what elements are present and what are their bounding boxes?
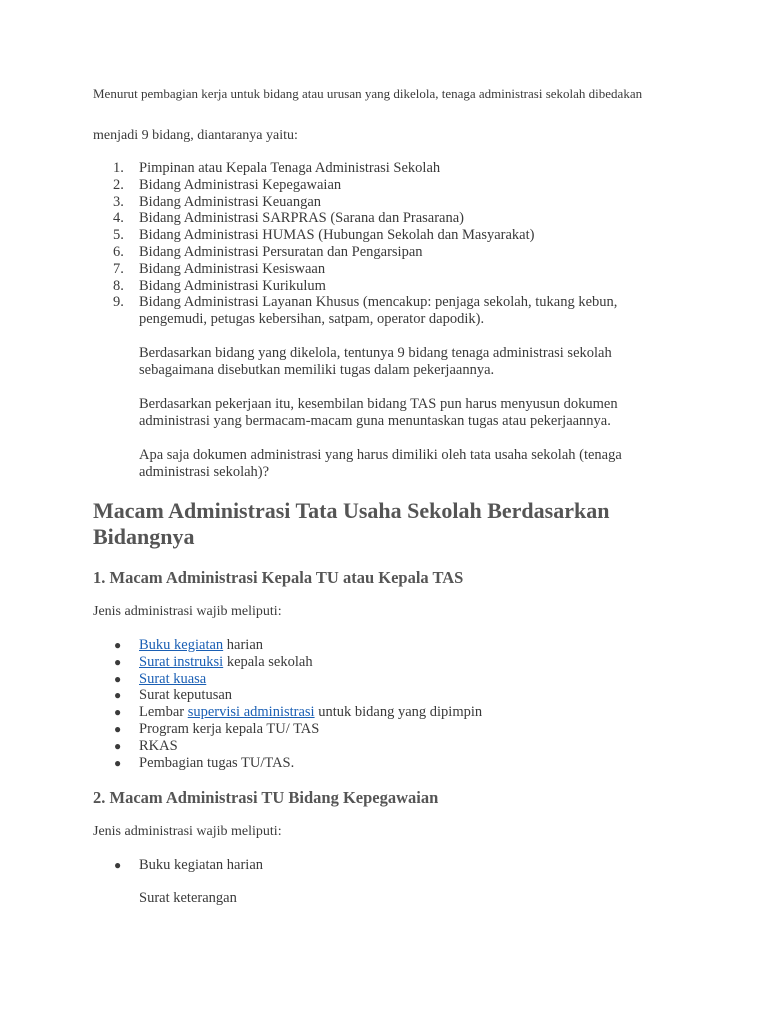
bullet-icon: ● [114, 755, 122, 770]
bullet-icon: ● [114, 705, 122, 720]
list-item: ● Surat keputusan [114, 687, 233, 704]
intro-line-1: Menurut pembagian kerja untuk bidang atau urusan yang dikelola, tenaga administrasi sekolah dibedakan [93, 86, 643, 101]
list-item: 6. Bidang Administrasi Persuratan dan Pengarsipan [113, 243, 423, 260]
bullet-icon: ● [114, 738, 122, 753]
intro-line-2: menjadi 9 bidang, diantaranya yaitu: [93, 128, 298, 143]
list-item: 9. Bidang Administrasi Layanan Khusus (mencakup: penjaga sekolah, tukang kebun, pengemudi, petugas kebersihan, satpam, operator dapodik). [113, 294, 618, 328]
list-item: 4. Bidang Administrasi SARPRAS (Sarana dan Prasarana) [113, 210, 465, 227]
link-surat-kuasa[interactable]: Surat kuasa [139, 670, 207, 687]
main-heading: Macam Administrasi Tata Usaha Sekolah Berdasarkan Bidangnya [93, 497, 610, 549]
paragraph-3: Apa saja dokumen administrasi yang harus dimiliki oleh tata usaha sekolah (tenaga administrasi sekolah)? [139, 446, 622, 480]
list-item: ● Program kerja kepala TU/ TAS [114, 720, 320, 737]
list-item: 2. Bidang Administrasi Kepegawaian [113, 176, 342, 193]
bullet-icon: ● [114, 688, 122, 703]
bullet-icon: ● [114, 721, 122, 736]
section-2-list [93, 857, 673, 874]
section-2-heading: 2. Macam Administrasi TU Bidang Kepegawaian [93, 788, 439, 808]
section-1-list [93, 637, 673, 771]
list-item: ● Lembar supervisi administrasi untuk bidang yang dipimpin [114, 704, 483, 721]
link-supervisi-administrasi[interactable]: supervisi administrasi [187, 704, 315, 721]
section-1-lead: Jenis administrasi wajib meliputi: [93, 603, 282, 619]
link-buku-kegiatan[interactable]: Buku kegiatan [139, 636, 224, 653]
link-surat-instruksi[interactable]: Surat instruksi [139, 653, 224, 670]
section-1-heading: 1. Macam Administrasi Kepala TU atau Kepala TAS [93, 567, 464, 587]
list-item: ● Pembagian tugas TU/TAS. [114, 754, 295, 771]
list-item: 8. Bidang Administrasi Kurikulum [113, 277, 326, 294]
paragraph-1: Berdasarkan bidang yang dikelola, tentunya 9 bidang tenaga administrasi sekolah sebagaimana disebutkan memiliki tugas dalam pekerjaannya. [139, 344, 612, 378]
bullet-icon: ● [114, 654, 122, 669]
bullet-icon: ● [114, 671, 122, 686]
bullet-icon: ● [114, 637, 122, 652]
section-2-subtext: Surat keterangan [139, 890, 237, 907]
list-item: ● RKAS [114, 737, 178, 754]
bidang-list [93, 160, 673, 328]
list-item: 5. Bidang Administrasi HUMAS (Hubungan Sekolah dan Masyarakat) [113, 227, 535, 244]
list-item: ● Buku kegiatan harian [114, 857, 264, 874]
paragraph-2: Berdasarkan pekerjaan itu, kesembilan bidang TAS pun harus menyusun dokumen administrasi yang bermacam-macam guna menuntaskan tugas atau pekerjaannya. [139, 395, 618, 429]
list-item: 3. Bidang Administrasi Keuangan [113, 193, 322, 210]
bullet-icon: ● [114, 858, 122, 873]
section-2-lead: Jenis administrasi wajib meliputi: [93, 824, 282, 840]
list-item: 1. Pimpinan atau Kepala Tenaga Administrasi Sekolah [113, 160, 441, 176]
list-item: ● Surat instruksi kepala sekolah [114, 653, 313, 670]
list-item: ● Buku kegiatan harian [114, 636, 264, 653]
list-item [93, 671, 673, 688]
list-item: 7. Bidang Administrasi Kesiswaan [113, 260, 326, 277]
document-page [93, 86, 673, 907]
